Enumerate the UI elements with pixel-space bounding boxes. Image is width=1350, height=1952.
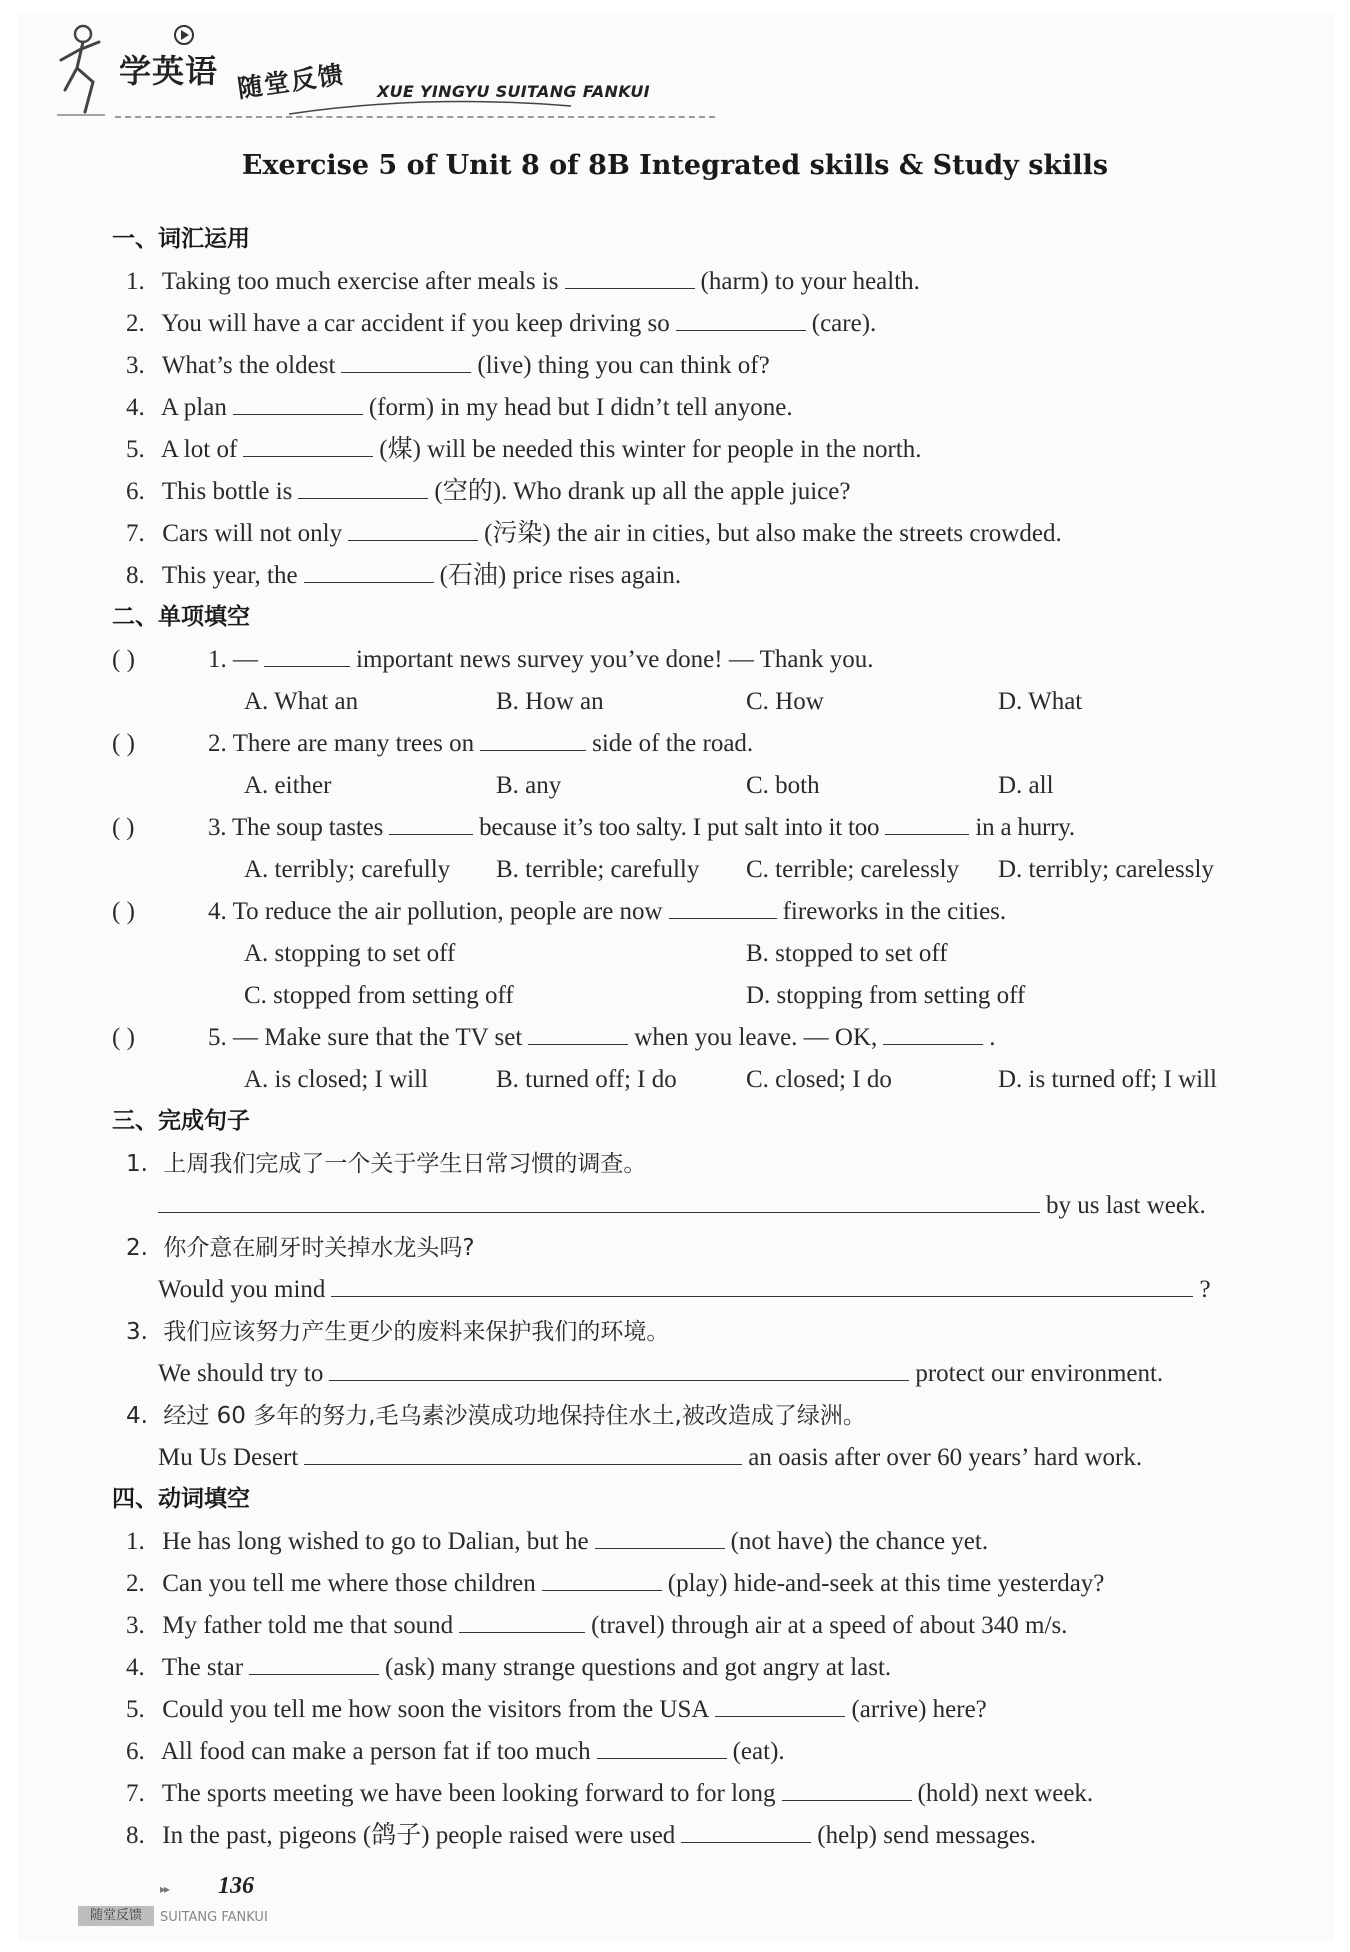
answer-blank[interactable] xyxy=(883,1020,983,1045)
option-a[interactable]: A. stopping to set off xyxy=(244,940,456,967)
option-b[interactable]: B. How an xyxy=(496,688,604,715)
answer-blank[interactable] xyxy=(389,810,473,835)
mc-options xyxy=(0,1062,1350,1098)
verb-item: 1. He has long wished to go to Dalian, but he (not have) the chance yet. xyxy=(126,1524,988,1560)
answer-blank[interactable] xyxy=(459,1608,585,1633)
vocab-item: 5. A lot of (煤) will be needed this winter for people in the north. xyxy=(126,432,922,468)
answer-blank[interactable] xyxy=(542,1566,662,1591)
footer-arrow-icon: ▸▸ xyxy=(160,1882,169,1896)
option-c[interactable]: C. How xyxy=(746,688,824,715)
answer-blank[interactable] xyxy=(304,558,434,583)
option-a[interactable]: A. What an xyxy=(244,688,359,715)
answer-blank[interactable] xyxy=(243,432,373,457)
runner-icon xyxy=(55,20,127,120)
answer-blank[interactable] xyxy=(885,810,969,835)
option-d[interactable]: D. is turned off; I will xyxy=(998,1066,1217,1093)
vocab-item: 3. What’s the oldest (live) thing you can think of? xyxy=(126,348,770,384)
mc-question: ( ) 5. — Make sure that the TV set when you leave. — OK, . xyxy=(112,1020,996,1056)
mc-options xyxy=(0,684,1350,720)
vocab-item: 7. Cars will not only (污染) the air in cities, but also make the streets crowded. xyxy=(126,516,1062,552)
mc-question: ( ) 1. — important news survey you’ve done! — Thank you. xyxy=(112,642,874,678)
option-a[interactable]: A. either xyxy=(244,772,332,799)
answer-blank[interactable] xyxy=(233,390,363,415)
verb-item: 6. All food can make a person fat if too much (eat). xyxy=(126,1734,785,1770)
answer-blank[interactable] xyxy=(782,1776,912,1801)
answer-blank[interactable] xyxy=(249,1650,379,1675)
mc-options xyxy=(0,936,1350,972)
mc-question: ( ) 4. To reduce the air pollution, people are now fireworks in the cities. xyxy=(112,894,1006,930)
answer-blank[interactable] xyxy=(304,1440,742,1465)
section-heading: 二、单项填空 xyxy=(112,604,250,630)
option-c[interactable]: C. both xyxy=(746,772,820,799)
answer-blank[interactable] xyxy=(158,1188,1040,1213)
vocab-item: 6. This bottle is (空的). Who drank up all the apple juice? xyxy=(126,474,850,510)
verb-item: 8. In the past, pigeons (鸽子) people raised were used (help) send messages. xyxy=(126,1818,1036,1854)
answer-blank[interactable] xyxy=(348,516,478,541)
answer-blank[interactable] xyxy=(331,1272,1193,1297)
answer-blank[interactable] xyxy=(669,894,777,919)
play-icon xyxy=(173,24,195,46)
option-b[interactable]: B. any xyxy=(496,772,562,799)
mc-question: ( ) 2. There are many trees on side of the road. xyxy=(112,726,753,762)
option-d[interactable]: D. terribly; carelessly xyxy=(998,856,1214,883)
answer-blank[interactable] xyxy=(264,642,350,667)
mc-question: ( ) 3. The soup tastes because it’s too salty. I put salt into it too in a hurry. xyxy=(112,810,1075,846)
answer-blank[interactable] xyxy=(676,306,806,331)
translation-answer: Would you mind ? xyxy=(158,1272,1211,1308)
option-b[interactable]: B. stopped to set off xyxy=(746,940,948,967)
translation-prompt: 3. 我们应该努力产生更少的废料来保护我们的环境。 xyxy=(126,1319,670,1345)
vocab-item: 1. Taking too much exercise after meals is (harm) to your health. xyxy=(126,264,920,300)
option-b[interactable]: B. terrible; carefully xyxy=(496,856,700,883)
brand-subtitle: 随堂反馈 xyxy=(235,59,347,104)
answer-blank[interactable] xyxy=(341,348,471,373)
answer-blank[interactable] xyxy=(528,1020,628,1045)
option-a[interactable]: A. terribly; carefully xyxy=(244,856,451,883)
answer-blank[interactable] xyxy=(565,264,695,289)
translation-prompt: 4. 经过 60 多年的努力,毛乌素沙漠成功地保持住水土,被改造成了绿洲。 xyxy=(126,1403,866,1429)
translation-prompt: 2. 你介意在刷牙时关掉水龙头吗? xyxy=(126,1235,475,1261)
page-header xyxy=(55,20,675,120)
option-d[interactable]: D. all xyxy=(998,772,1054,799)
verb-item: 7. The sports meeting we have been looking forward to for long (hold) next week. xyxy=(126,1776,1093,1812)
brand-title: 学英语 xyxy=(119,52,219,90)
footer-tag: 随堂反馈 xyxy=(78,1906,154,1926)
mc-options xyxy=(0,768,1350,804)
vocab-item: 8. This year, the (石油) price rises again. xyxy=(126,558,681,594)
brand-pinyin: XUE YINGYU SUITANG FANKUI xyxy=(377,82,650,101)
answer-blank[interactable] xyxy=(329,1356,909,1381)
verb-item: 5. Could you tell me how soon the visitors from the USA (arrive) here? xyxy=(126,1692,987,1728)
vocab-item: 2. You will have a car accident if you keep driving so (care). xyxy=(126,306,876,342)
footer-tag-en: SUITANG FANKUI xyxy=(160,1910,268,1925)
answer-bracket[interactable]: ( ) xyxy=(112,898,135,925)
answer-blank[interactable] xyxy=(597,1734,727,1759)
option-c[interactable]: C. closed; I do xyxy=(746,1066,892,1093)
translation-answer: Mu Us Desert an oasis after over 60 years’ hard work. xyxy=(158,1440,1142,1476)
answer-bracket[interactable]: ( ) xyxy=(112,730,135,757)
page-number: 136 xyxy=(218,1873,254,1899)
answer-bracket[interactable]: ( ) xyxy=(112,646,135,673)
answer-blank[interactable] xyxy=(480,726,586,751)
option-b[interactable]: B. turned off; I do xyxy=(496,1066,677,1093)
mc-options xyxy=(0,852,1350,888)
answer-bracket[interactable]: ( ) xyxy=(112,814,135,841)
option-d[interactable]: D. What xyxy=(998,688,1083,715)
answer-blank[interactable] xyxy=(681,1818,811,1843)
vocab-item: 4. A plan (form) in my head but I didn’t tell anyone. xyxy=(126,390,793,426)
answer-bracket[interactable]: ( ) xyxy=(112,1024,135,1051)
exercise-title: Exercise 5 of Unit 8 of 8B Integrated skills & Study skills xyxy=(241,150,1109,181)
section-heading: 三、完成句子 xyxy=(112,1108,250,1134)
answer-blank[interactable] xyxy=(715,1692,845,1717)
option-d[interactable]: D. stopping from setting off xyxy=(746,982,1026,1009)
verb-item: 3. My father told me that sound (travel) through air at a speed of about 340 m/s. xyxy=(126,1608,1067,1644)
verb-item: 4. The star (ask) many strange questions and got angry at last. xyxy=(126,1650,891,1686)
section-heading: 四、动词填空 xyxy=(112,1486,250,1512)
translation-answer: We should try to protect our environment. xyxy=(158,1356,1163,1392)
translation-prompt: 1. 上周我们完成了一个关于学生日常习惯的调查。 xyxy=(126,1151,647,1177)
section-heading: 一、词汇运用 xyxy=(112,226,250,252)
option-c[interactable]: C. terrible; carelessly xyxy=(746,856,960,883)
header-divider xyxy=(115,116,715,118)
answer-blank[interactable] xyxy=(298,474,428,499)
answer-blank[interactable] xyxy=(595,1524,725,1549)
verb-item: 2. Can you tell me where those children (play) hide-and-seek at this time yesterday? xyxy=(126,1566,1104,1602)
mc-options xyxy=(0,978,1350,1014)
translation-answer: by us last week. xyxy=(158,1188,1206,1224)
option-a[interactable]: A. is closed; I will xyxy=(244,1066,429,1093)
option-c[interactable]: C. stopped from setting off xyxy=(244,982,514,1009)
